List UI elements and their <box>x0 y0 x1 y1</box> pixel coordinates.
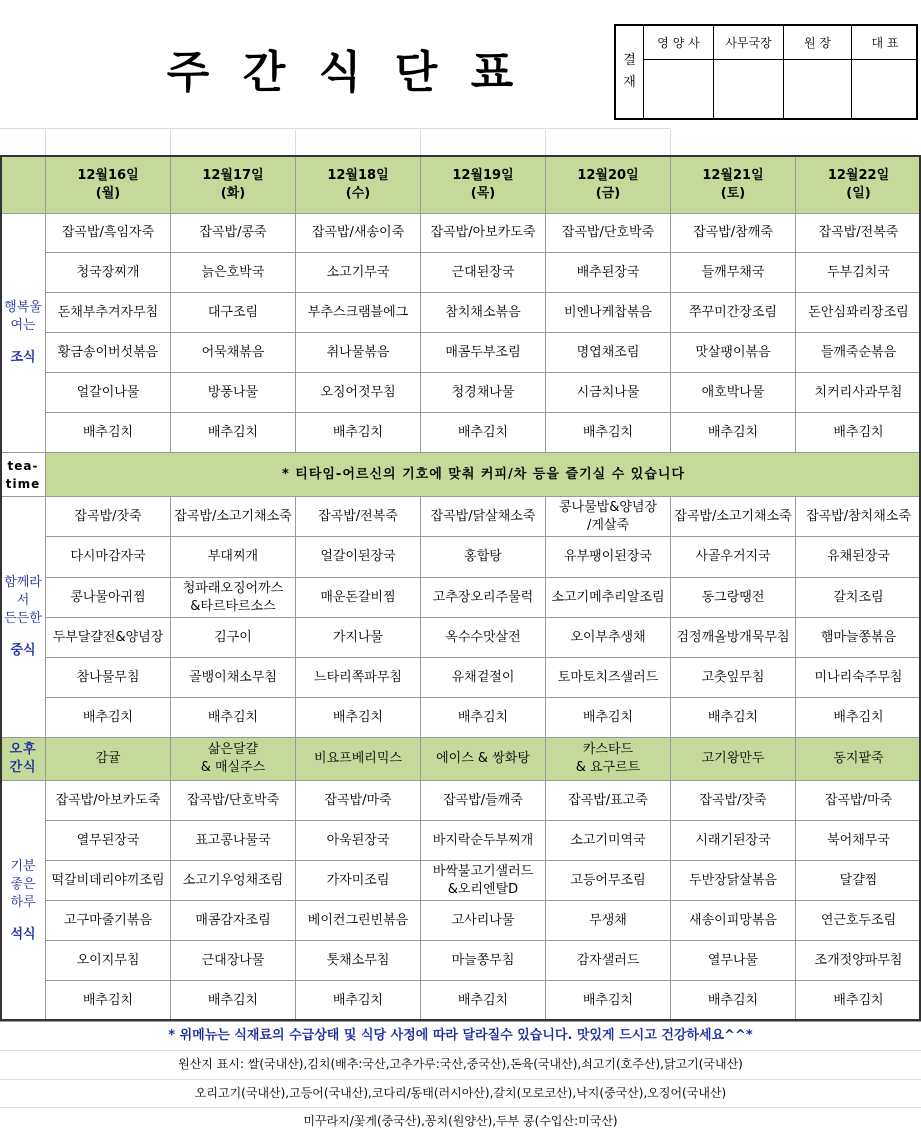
menu-item: 잡곡밥/전복죽 <box>796 214 921 253</box>
menu-item: 잡곡밥/소고기채소죽 <box>671 497 796 537</box>
day-date: 12월19일 <box>452 168 514 183</box>
menu-row <box>1 821 921 861</box>
menu-item: 어묵채볶음 <box>171 333 296 373</box>
menu-item: 토마토치즈샐러드 <box>546 658 671 698</box>
menu-item: 배추김치 <box>546 981 671 1022</box>
day-weekday: (금) <box>595 186 621 201</box>
snack-label: 오후 간식 <box>1 738 46 781</box>
menu-item: 배추김치 <box>671 981 796 1022</box>
menu-item: 잡곡밥/참치채소죽 <box>796 497 921 537</box>
meal-tagline: 행복울 여는 <box>4 300 42 333</box>
menu-item: 배추김치 <box>296 413 421 453</box>
menu-item: 오이부추생채 <box>546 618 671 658</box>
menu-item: 유부팽이된장국 <box>546 537 671 578</box>
dinner-label <box>1 781 46 1022</box>
approval-role-label: 원 장 <box>784 26 851 60</box>
menu-item: 떡갈비데리야끼조림 <box>46 861 171 901</box>
menu-row <box>1 413 921 453</box>
day-date: 12월21일 <box>702 168 764 183</box>
snack-item: 삶은달걀 & 매실주스 <box>171 738 296 781</box>
menu-item: 소고기메추리알조림 <box>546 578 671 618</box>
menu-item: 달걀찜 <box>796 861 921 901</box>
menu-item: 잡곡밥/참깨죽 <box>671 214 796 253</box>
menu-item: 방풍나물 <box>171 373 296 413</box>
menu-item: 쭈꾸미간장조림 <box>671 293 796 333</box>
menu-item: 대구조림 <box>171 293 296 333</box>
menu-item: 배추김치 <box>796 698 921 738</box>
menu-item: 옥수수맛살전 <box>421 618 546 658</box>
meal-name: 중식 <box>10 643 36 658</box>
menu-item: 유채된장국 <box>796 537 921 578</box>
approval-role-label: 사무국장 <box>714 26 783 60</box>
menu-item: 배추김치 <box>421 413 546 453</box>
menu-row <box>1 214 921 253</box>
snack-item: 고기왕만두 <box>671 738 796 781</box>
menu-item: 맛살팽이볶음 <box>671 333 796 373</box>
menu-item: 매운돈갈비찜 <box>296 578 421 618</box>
menu-item: 비엔나케찹볶음 <box>546 293 671 333</box>
menu-item: 가지나물 <box>296 618 421 658</box>
menu-row <box>1 537 921 578</box>
menu-item: 두반장닭살볶음 <box>671 861 796 901</box>
menu-item: 얼갈이된장국 <box>296 537 421 578</box>
day-header <box>671 157 796 214</box>
menu-item: 고등어무조림 <box>546 861 671 901</box>
menu-item: 명엽채조림 <box>546 333 671 373</box>
menu-item: 두부달걀전&양념장 <box>46 618 171 658</box>
snack-item: 카스타드 & 요구르트 <box>546 738 671 781</box>
menu-item: 배추김치 <box>421 698 546 738</box>
menu-item: 들깨무채국 <box>671 253 796 293</box>
menu-item: 연근호두조림 <box>796 901 921 941</box>
menu-item: 느타리쪽파무침 <box>296 658 421 698</box>
menu-item: 다시마감자국 <box>46 537 171 578</box>
title-char: 식 <box>318 47 362 98</box>
menu-item: 잡곡밥/아보카도죽 <box>46 781 171 821</box>
meal-tagline: 함께라 서 든든한 <box>4 575 42 626</box>
snack-item: 비요프베리믹스 <box>296 738 421 781</box>
menu-item: 매콤두부조림 <box>421 333 546 373</box>
menu-item: 치커리사과무침 <box>796 373 921 413</box>
menu-item: 톳채소무침 <box>296 941 421 981</box>
menu-item: 배추김치 <box>171 981 296 1022</box>
menu-item: 근대장나물 <box>171 941 296 981</box>
title-char: 간 <box>242 47 286 98</box>
menu-item: 골뱅이채소무침 <box>171 658 296 698</box>
menu-item: 갈치조림 <box>796 578 921 618</box>
approval-slot-nutritionist[interactable] <box>644 26 714 118</box>
menu-item: 소고기미역국 <box>546 821 671 861</box>
breakfast-label <box>1 214 46 453</box>
approval-role-label: 영 양 사 <box>644 26 713 60</box>
menu-item: 새송이피망볶음 <box>671 901 796 941</box>
page-title <box>160 40 520 96</box>
day-date: 12월22일 <box>827 168 890 183</box>
menu-item: 잡곡밥/닭살채소죽 <box>421 497 546 537</box>
menu-item: 잡곡밥/소고기채소죽 <box>171 497 296 537</box>
meal-tagline: 기분 좋은 하루 <box>10 859 36 910</box>
title-char: 단 <box>394 47 438 98</box>
menu-item: 오징어젓무침 <box>296 373 421 413</box>
menu-item: 배추김치 <box>546 698 671 738</box>
menu-row <box>1 293 921 333</box>
day-header <box>796 157 921 214</box>
menu-item: 부대찌개 <box>171 537 296 578</box>
menu-item: 늙은호박국 <box>171 253 296 293</box>
sheet-gridlines <box>0 130 670 156</box>
menu-item: 배추김치 <box>546 413 671 453</box>
menu-item: 매콤감자조림 <box>171 901 296 941</box>
meal-name: 석식 <box>10 927 36 942</box>
menu-item: 배추김치 <box>296 698 421 738</box>
origin-line: 오리고기(국내산),고등어(국내산),코다리/동태(러시아산),갈치(모로코산),낙지(중국산),오징어(국내산) <box>0 1079 921 1106</box>
title-char: 표 <box>470 47 514 98</box>
menu-item: 황금송이버섯볶음 <box>46 333 171 373</box>
menu-item: 시래기된장국 <box>671 821 796 861</box>
menu-item: 부추스크램블에그 <box>296 293 421 333</box>
menu-item: 청경채나물 <box>421 373 546 413</box>
origin-line: 미꾸라지/꽃게(중국산),꽁치(원양산),두부 콩(수입산:미국산) <box>0 1107 921 1134</box>
day-weekday: (수) <box>345 186 371 201</box>
menu-item: 북어채무국 <box>796 821 921 861</box>
menu-item: 돈채부추겨자무침 <box>46 293 171 333</box>
day-weekday: (목) <box>470 186 496 201</box>
day-date: 12월20일 <box>577 168 639 183</box>
menu-item: 배추김치 <box>421 981 546 1022</box>
menu-item: 동그랑땡전 <box>671 578 796 618</box>
approval-slot-director[interactable] <box>784 26 852 118</box>
meal-name: 조식 <box>10 350 36 365</box>
approval-slot-office-manager[interactable] <box>714 26 784 118</box>
snack-item: 에이스 & 쌍화탕 <box>421 738 546 781</box>
day-header <box>296 157 421 214</box>
menu-item: 잡곡밥/새송이죽 <box>296 214 421 253</box>
day-date: 12월16일 <box>77 168 139 183</box>
menu-item: 들깨죽순볶음 <box>796 333 921 373</box>
menu-item: 무생채 <box>546 901 671 941</box>
day-weekday: (화) <box>220 186 246 201</box>
day-weekday: (월) <box>95 186 121 201</box>
menu-item: 바싹불고기샐러드 &오리엔탈D <box>421 861 546 901</box>
menu-item: 열무나물 <box>671 941 796 981</box>
menu-row <box>1 698 921 738</box>
menu-row <box>1 981 921 1022</box>
menu-item: 배추김치 <box>171 413 296 453</box>
corner-cell <box>1 157 46 214</box>
menu-row <box>1 618 921 658</box>
menu-item: 사골우거지국 <box>671 537 796 578</box>
approval-side-label: 결 재 <box>616 26 644 118</box>
day-weekday: (일) <box>846 186 871 201</box>
menu-item: 잡곡밥/들깨죽 <box>421 781 546 821</box>
menu-item: 고사리나물 <box>421 901 546 941</box>
menu-row <box>1 333 921 373</box>
menu-item: 두부김치국 <box>796 253 921 293</box>
menu-item: 얼갈이나물 <box>46 373 171 413</box>
title-char: 주 <box>166 47 210 98</box>
menu-item: 취나물볶음 <box>296 333 421 373</box>
menu-item: 고춧잎무침 <box>671 658 796 698</box>
menu-item: 가자미조림 <box>296 861 421 901</box>
approval-box <box>614 24 918 120</box>
origin-line: 원산지 표시: 쌀(국내산),김치(배추:국산,고추가루:국산,중국산),돈육(국내산),쇠고기(호주산),닭고기(국내산) <box>0 1050 921 1077</box>
menu-item: 열무된장국 <box>46 821 171 861</box>
menu-row <box>1 497 921 537</box>
menu-item: 베이컨그린빈볶음 <box>296 901 421 941</box>
menu-item: 검정깨올방개묵무침 <box>671 618 796 658</box>
menu-item: 표고콩나물국 <box>171 821 296 861</box>
day-header <box>171 157 296 214</box>
snack-row <box>1 738 921 781</box>
menu-item: 잡곡밥/흑임자죽 <box>46 214 171 253</box>
menu-item: 청국장찌개 <box>46 253 171 293</box>
menu-item: 바지락순두부찌개 <box>421 821 546 861</box>
approval-slot-ceo[interactable] <box>852 26 918 118</box>
teatime-text: * 티타임-어르신의 기호에 맞춰 커피/차 등을 즐기실 수 있습니다 <box>46 453 921 497</box>
menu-item: 배추김치 <box>671 413 796 453</box>
menu-item: 참치채소볶음 <box>421 293 546 333</box>
menu-item: 소고기우엉채조림 <box>171 861 296 901</box>
teatime-row <box>1 453 921 497</box>
menu-item: 배추된장국 <box>546 253 671 293</box>
menu-row <box>1 781 921 821</box>
menu-item: 잡곡밥/잣죽 <box>671 781 796 821</box>
day-weekday: (토) <box>720 186 746 201</box>
snack-item: 감귤 <box>46 738 171 781</box>
day-header <box>46 157 171 214</box>
day-date: 12월18일 <box>327 168 389 183</box>
menu-item: 고추장오리주물럭 <box>421 578 546 618</box>
menu-item: 잡곡밥/콩죽 <box>171 214 296 253</box>
day-header <box>421 157 546 214</box>
menu-item: 시금치나물 <box>546 373 671 413</box>
menu-item: 배추김치 <box>796 981 921 1022</box>
menu-item: 오이지무침 <box>46 941 171 981</box>
menu-item: 잡곡밥/마죽 <box>796 781 921 821</box>
menu-row <box>1 941 921 981</box>
menu-row <box>1 578 921 618</box>
menu-item: 잡곡밥/단호박죽 <box>546 214 671 253</box>
approval-role-label: 대 표 <box>852 26 918 60</box>
menu-item: 배추김치 <box>46 698 171 738</box>
menu-item: 참나물무침 <box>46 658 171 698</box>
menu-item: 잡곡밥/전복죽 <box>296 497 421 537</box>
teatime-label: tea- time <box>1 453 46 497</box>
menu-item: 돈안심꽈리장조림 <box>796 293 921 333</box>
menu-item: 유채겉절이 <box>421 658 546 698</box>
menu-row <box>1 861 921 901</box>
menu-item: 잡곡밥/단호박죽 <box>171 781 296 821</box>
menu-row <box>1 253 921 293</box>
menu-item: 홍합탕 <box>421 537 546 578</box>
menu-item: 배추김치 <box>46 413 171 453</box>
snack-item: 동지팥죽 <box>796 738 921 781</box>
menu-item: 아욱된장국 <box>296 821 421 861</box>
menu-item: 배추김치 <box>296 981 421 1022</box>
menu-item: 잡곡밥/마죽 <box>296 781 421 821</box>
menu-item: 잡곡밥/아보카도죽 <box>421 214 546 253</box>
day-header-row <box>1 157 921 214</box>
menu-item: 김구이 <box>171 618 296 658</box>
menu-item: 근대된장국 <box>421 253 546 293</box>
menu-item: 미나리숙주무침 <box>796 658 921 698</box>
menu-item: 잡곡밥/표고죽 <box>546 781 671 821</box>
menu-item: 배추김치 <box>796 413 921 453</box>
menu-item: 잡곡밥/잣죽 <box>46 497 171 537</box>
menu-item: 배추김치 <box>671 698 796 738</box>
menu-item: 햄마늘쫑볶음 <box>796 618 921 658</box>
menu-row <box>1 373 921 413</box>
menu-item: 콩나물밥&양념장 /게살죽 <box>546 497 671 537</box>
weekly-menu-table <box>0 156 921 1022</box>
sheet-gridline <box>0 128 670 129</box>
menu-item: 소고기무국 <box>296 253 421 293</box>
notice-text: * 위메뉴는 식재료의 수급상태 및 식당 사정에 따라 달라질수 있습니다. 맛있게 드시고 건강하세요^^* <box>168 1028 753 1043</box>
menu-item: 애호박나물 <box>671 373 796 413</box>
menu-item: 청파래오징어까스 &타르타르소스 <box>171 578 296 618</box>
menu-item: 감자샐러드 <box>546 941 671 981</box>
menu-item: 배추김치 <box>46 981 171 1022</box>
menu-item: 조개젓양파무침 <box>796 941 921 981</box>
menu-item: 배추김치 <box>171 698 296 738</box>
menu-item: 콩나물아귀찜 <box>46 578 171 618</box>
day-date: 12월17일 <box>202 168 264 183</box>
menu-row <box>1 901 921 941</box>
lunch-label <box>1 497 46 738</box>
day-header <box>546 157 671 214</box>
menu-item: 고구마줄기볶음 <box>46 901 171 941</box>
menu-row <box>1 658 921 698</box>
menu-item: 마늘쫑무침 <box>421 941 546 981</box>
